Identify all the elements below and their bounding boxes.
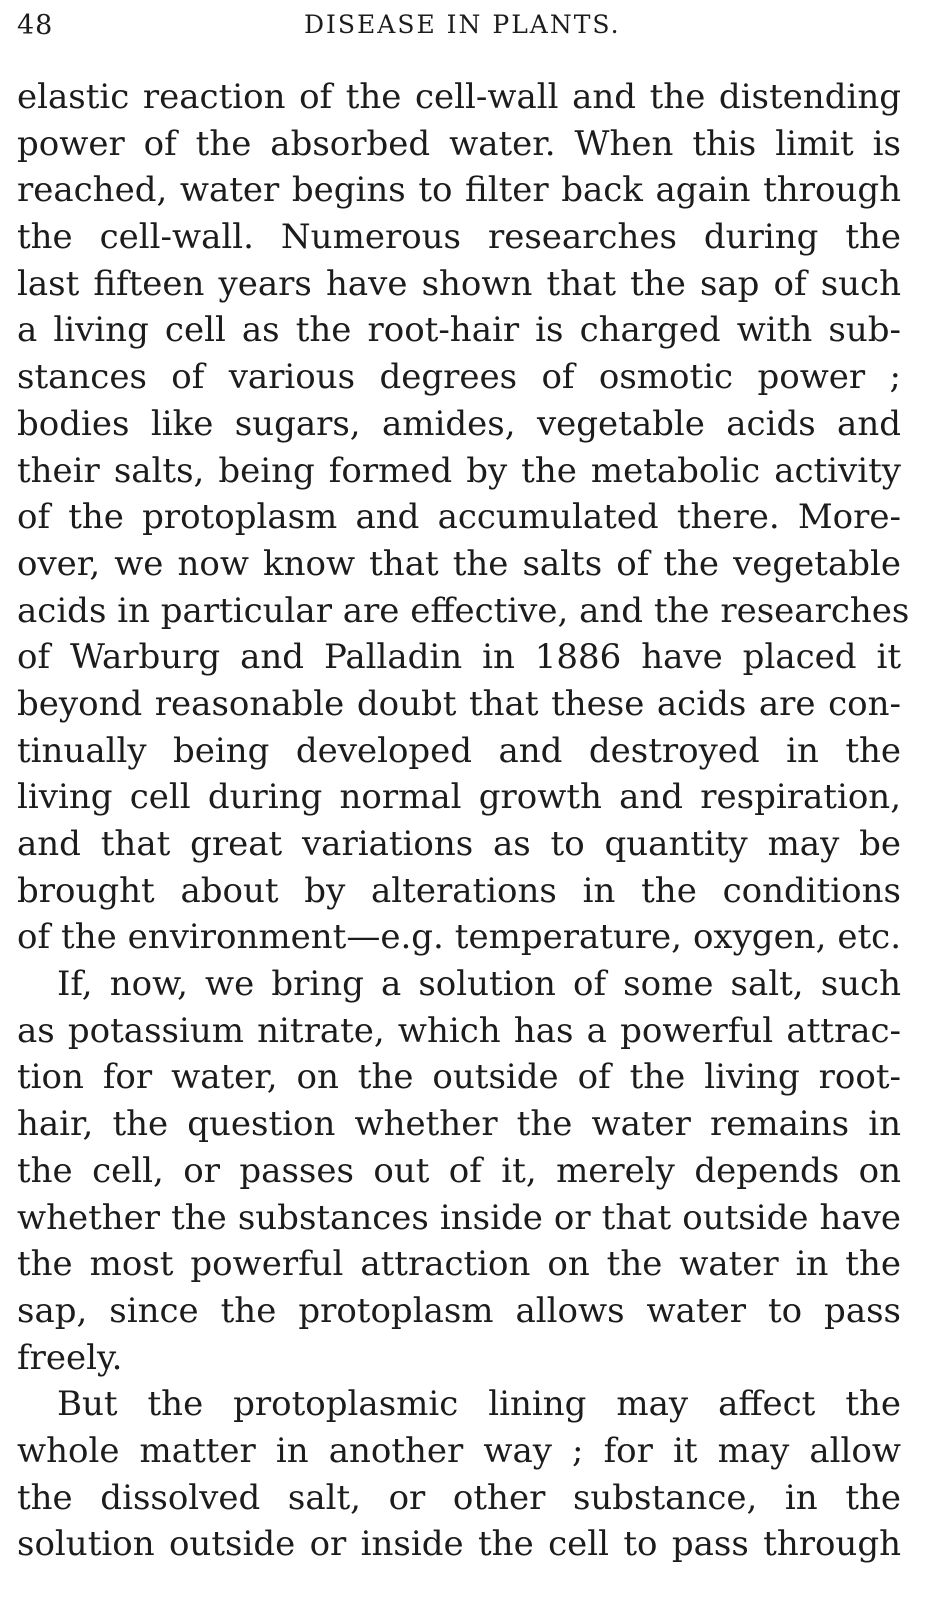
text-line: acids in particular are effective, and the researches <box>17 590 910 631</box>
text-line: power of the absorbed water. When this limit is <box>17 123 901 164</box>
text-line: as potassium nitrate, which has a powerful attrac- <box>17 1010 901 1051</box>
text-line: solution outside or inside the cell to pass through <box>17 1524 901 1565</box>
text-line: and that great variations as to quantity may be <box>17 824 901 864</box>
text-line: sap, since the protoplasm allows water to pass <box>17 1290 901 1331</box>
text-line: tion for water, on the outside of the living root- <box>17 1057 901 1098</box>
text-line: whole matter in another way ; for it may allow <box>17 1430 901 1471</box>
paragraph-start-line: If, now, we bring a solution of some salt, such <box>57 964 901 1005</box>
body-text <box>17 74 910 1568</box>
page-header <box>17 4 917 48</box>
text-line: of the protoplasm and accumulated there. More- <box>17 497 901 538</box>
text-line: the cell-wall. Numerous researches during the <box>17 217 901 258</box>
paragraph-start-line: But the protoplasmic lining may affect the <box>57 1384 901 1425</box>
text-line: hair, the question whether the water remains in <box>17 1104 901 1145</box>
text-line: the most powerful attraction on the water in the <box>17 1244 901 1285</box>
text-line: whether the substances inside or that outside have <box>17 1197 901 1238</box>
text-line: the cell, or passes out of it, merely depends on <box>17 1150 901 1191</box>
text-line: reached, water begins to filter back again through <box>17 170 901 211</box>
text-line: brought about by alterations in the conditions <box>17 870 901 911</box>
text-line: bodies like sugars, amides, vegetable acids and <box>17 403 901 444</box>
text-line: the dissolved salt, or other substance, in the <box>17 1477 901 1518</box>
text-line: of Warburg and Palladin in 1886 have placed it <box>17 637 901 678</box>
text-line: of the environment—e.g. temperature, oxygen, etc. <box>17 917 901 958</box>
text-line: their salts, being formed by the metabolic activity <box>17 450 901 491</box>
text-line: stances of various degrees of osmotic power ; <box>17 357 901 398</box>
text-line: beyond reasonable doubt that these acids are con- <box>17 683 901 724</box>
text-line: over, we now know that the salts of the vegetable <box>17 543 901 584</box>
paragraph-end-line: freely. <box>17 1337 123 1378</box>
text-line: a living cell as the root-hair is charged with sub- <box>17 310 901 351</box>
text-line: tinually being developed and destroyed in the <box>17 730 901 771</box>
running-head: DISEASE IN PLANTS. <box>304 10 621 39</box>
text-line: last fifteen years have shown that the sap of such <box>17 263 901 304</box>
text-line: living cell during normal growth and respiration, <box>17 777 901 818</box>
text-line: elastic reaction of the cell-wall and the distending <box>17 77 901 117</box>
page-number: 48 <box>17 10 54 41</box>
